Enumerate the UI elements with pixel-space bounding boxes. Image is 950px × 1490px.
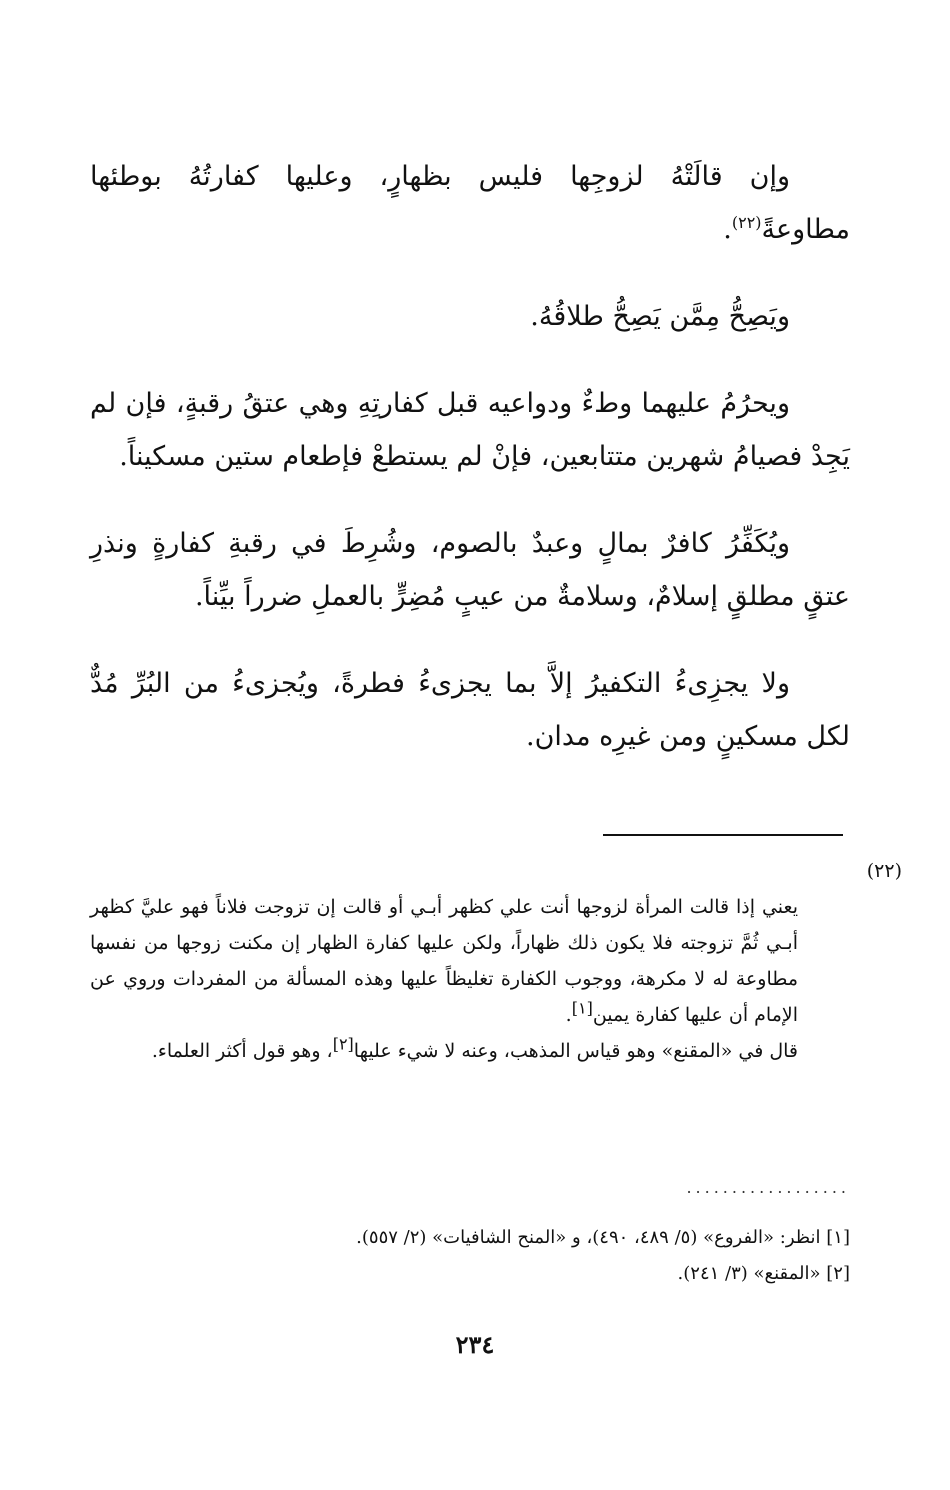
reference-item-1: [١] انظر: «الفروع» (٥/ ٤٨٩، ٤٩٠)، و «المنح الشافيات» (٢/ ٥٥٧). bbox=[356, 1227, 850, 1248]
paragraph-1-text: وإن قالَتْهُ لزوجِها فليس بظهارٍ، وعليها كفارتُهُ بوطئها مطاوعةً bbox=[90, 161, 850, 245]
paragraph-4: ويُكَفِّرُ كافرٌ بمالٍ وعبدٌ بالصوم، وشُرِطَ في رقبةِ كفارةٍ ونذرِ عتقٍ مطلقٍ إسلامٌ، وسلامةٌ من عيبٍ مُضِرٍّ بالعملِ ضرراً بيِّناً. bbox=[90, 528, 850, 612]
footnote-paragraph-1 bbox=[90, 889, 798, 1033]
paragraph-3: ويحرُمُ عليهما وطءٌ ودواعيه قبل كفارتِهِ وهي عتقُ رقبةٍ، فإن لم يَجِدْ فصيامُ شهرين متتابعين، فإنْ لم يستطعْ فإطعام ستين مسكيناً. bbox=[90, 388, 850, 472]
footnote-text-1-end: . bbox=[565, 1004, 572, 1026]
reference-mark-1[interactable]: [١] bbox=[571, 998, 593, 1018]
reference-separator-dots: .................. bbox=[686, 1178, 850, 1197]
footnote-ref-22[interactable]: (٢٢) bbox=[731, 213, 762, 232]
footnote-text-2: قال في «المقنع» وهو قياس المذهب، وعنه لا شيء عليها bbox=[353, 1040, 798, 1062]
paragraph-1-end: . bbox=[723, 214, 732, 245]
main-text bbox=[90, 150, 850, 797]
reference-mark-2[interactable]: [٢] bbox=[332, 1034, 354, 1054]
footnote-number: (٢٢) bbox=[866, 860, 902, 882]
footnote-paragraph-2 bbox=[90, 1033, 798, 1069]
page-number: ٢٣٤ bbox=[455, 1330, 495, 1359]
footnote-separator-line bbox=[603, 834, 843, 836]
reference-list bbox=[90, 1220, 850, 1292]
reference-item-2: [٢] «المقنع» (٣/ ٢٤١). bbox=[677, 1263, 850, 1284]
paragraph-5: ولا يجزِىءُ التكفيرُ إلاَّ بما يجزىءُ فطرةً، ويُجزىءُ من البُرِّ مُدٌّ لكل مسكينٍ ومن غيرِه مدان. bbox=[90, 668, 850, 752]
footnote-body bbox=[90, 889, 850, 1069]
footnote-text-2-end: ، وهو قول أكثر العلماء. bbox=[151, 1040, 333, 1062]
footnote-22 bbox=[90, 853, 902, 1069]
paragraph-1 bbox=[90, 150, 850, 256]
footnote-section bbox=[90, 853, 902, 1069]
footnote-text-1: يعني إذا قالت المرأة لزوجها أنت علي كظهر أبـي أو قالت إن تزوجت فلاناً فهو عليَّ كظهر أبـي ثُمَّ تزوجته فلا يكون ذلك ظهاراً، ولكن عليها كفارة الظهار إن مكنت زوجها من نفسها مطاوعة له لا مكرهة، ووجوب الكفارة تغليظاً عليها وهذه المسألة من المفردات وروي عن الإمام أن عليها كفارة يمين bbox=[90, 896, 798, 1026]
paragraph-2: ويَصِحُّ مِمَّن يَصِحُّ طلاقُهُ. bbox=[530, 301, 790, 332]
